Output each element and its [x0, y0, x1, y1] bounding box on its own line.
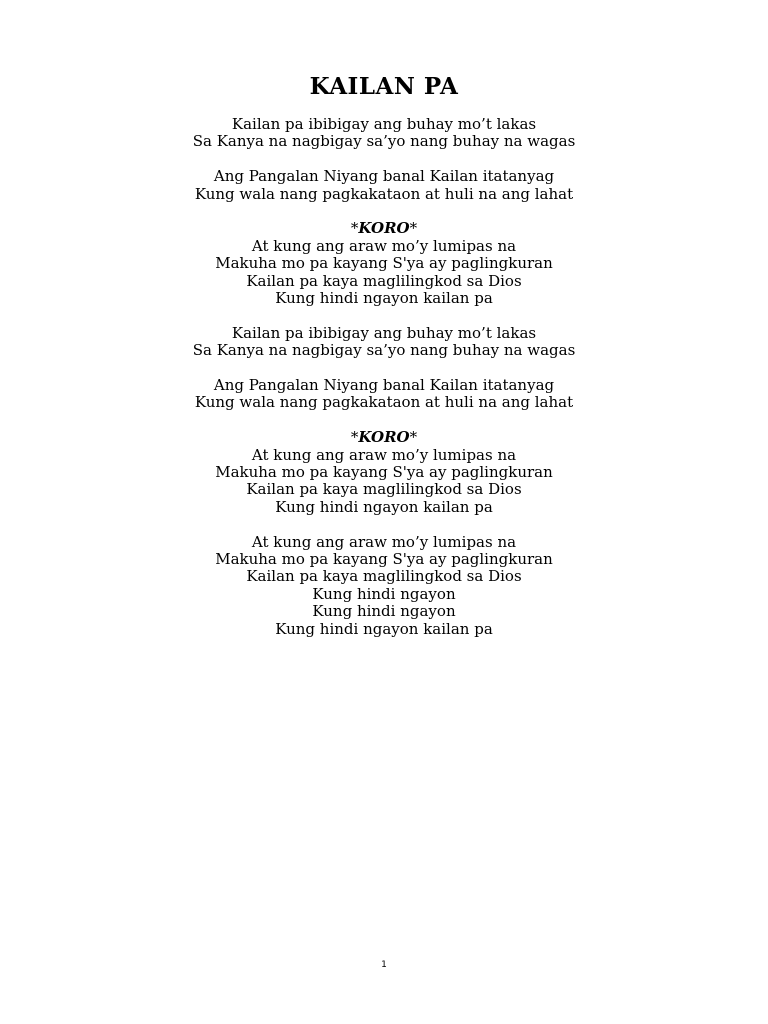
- stanza-1: [0, 116, 768, 151]
- lyric-line: Kung hindi ngayon: [312, 602, 456, 621]
- chorus-1: [0, 220, 768, 307]
- lyric-line: Kung hindi ngayon: [312, 584, 456, 603]
- lyric-line: Kung hindi ngayon kailan pa: [275, 619, 493, 638]
- chorus-star-close: *: [409, 219, 418, 238]
- lyric-line: Kailan pa kaya maglilingkod sa Dios: [246, 271, 522, 290]
- song-title: KAILAN PA: [309, 73, 459, 100]
- lyric-line: Makuha mo pa kayang S'ya ay paglingkuran: [215, 254, 553, 273]
- lyric-line: At kung ang araw mo’y lumipas na: [251, 532, 517, 551]
- lyric-line: Kailan pa kaya maglilingkod sa Dios: [246, 480, 522, 499]
- lyric-line: Kung hindi ngayon kailan pa: [275, 289, 493, 308]
- stanza-4: [0, 377, 768, 412]
- final-stanza: [0, 534, 768, 638]
- lyric-line: Kung hindi ngayon kailan pa: [275, 497, 493, 516]
- chorus-2: [0, 429, 768, 516]
- lyric-line: Makuha mo pa kayang S'ya ay paglingkuran: [215, 550, 553, 569]
- lyric-line: Ang Pangalan Niyang banal Kailan itatanyag: [213, 376, 555, 395]
- lyrics-body: [0, 116, 768, 655]
- lyric-line: At kung ang araw mo’y lumipas na: [251, 445, 517, 464]
- chorus-star-close: *: [409, 428, 418, 447]
- lyric-line: Sa Kanya na nagbigay sa’yo nang buhay na wagas: [192, 341, 576, 360]
- stanza-3: [0, 325, 768, 360]
- lyric-line: Makuha mo pa kayang S'ya ay paglingkuran: [215, 463, 553, 482]
- chorus-label-text: KORO: [358, 428, 410, 447]
- page-number: 1: [381, 960, 387, 970]
- chorus-label-text: KORO: [358, 219, 410, 238]
- lyric-line: Kailan pa ibibigay ang buhay mo’t lakas: [231, 115, 537, 133]
- stanza-2: [0, 168, 768, 203]
- chorus-label: [0, 429, 768, 446]
- chorus-star-open: *: [350, 428, 359, 447]
- chorus-star-open: *: [350, 219, 359, 238]
- lyric-line: Kailan pa ibibigay ang buhay mo’t lakas: [231, 323, 537, 342]
- lyric-line: Sa Kanya na nagbigay sa’yo nang buhay na wagas: [192, 132, 576, 151]
- lyric-line: At kung ang araw mo’y lumipas na: [251, 236, 517, 255]
- lyric-line: Kailan pa kaya maglilingkod sa Dios: [246, 567, 522, 586]
- lyric-line: Ang Pangalan Niyang banal Kailan itatanyag: [213, 167, 555, 186]
- lyric-line: Kung wala nang pagkakataon at huli na ang lahat: [194, 184, 574, 203]
- lyric-line: Kung wala nang pagkakataon at huli na ang lahat: [194, 393, 574, 412]
- chorus-label: [0, 220, 768, 237]
